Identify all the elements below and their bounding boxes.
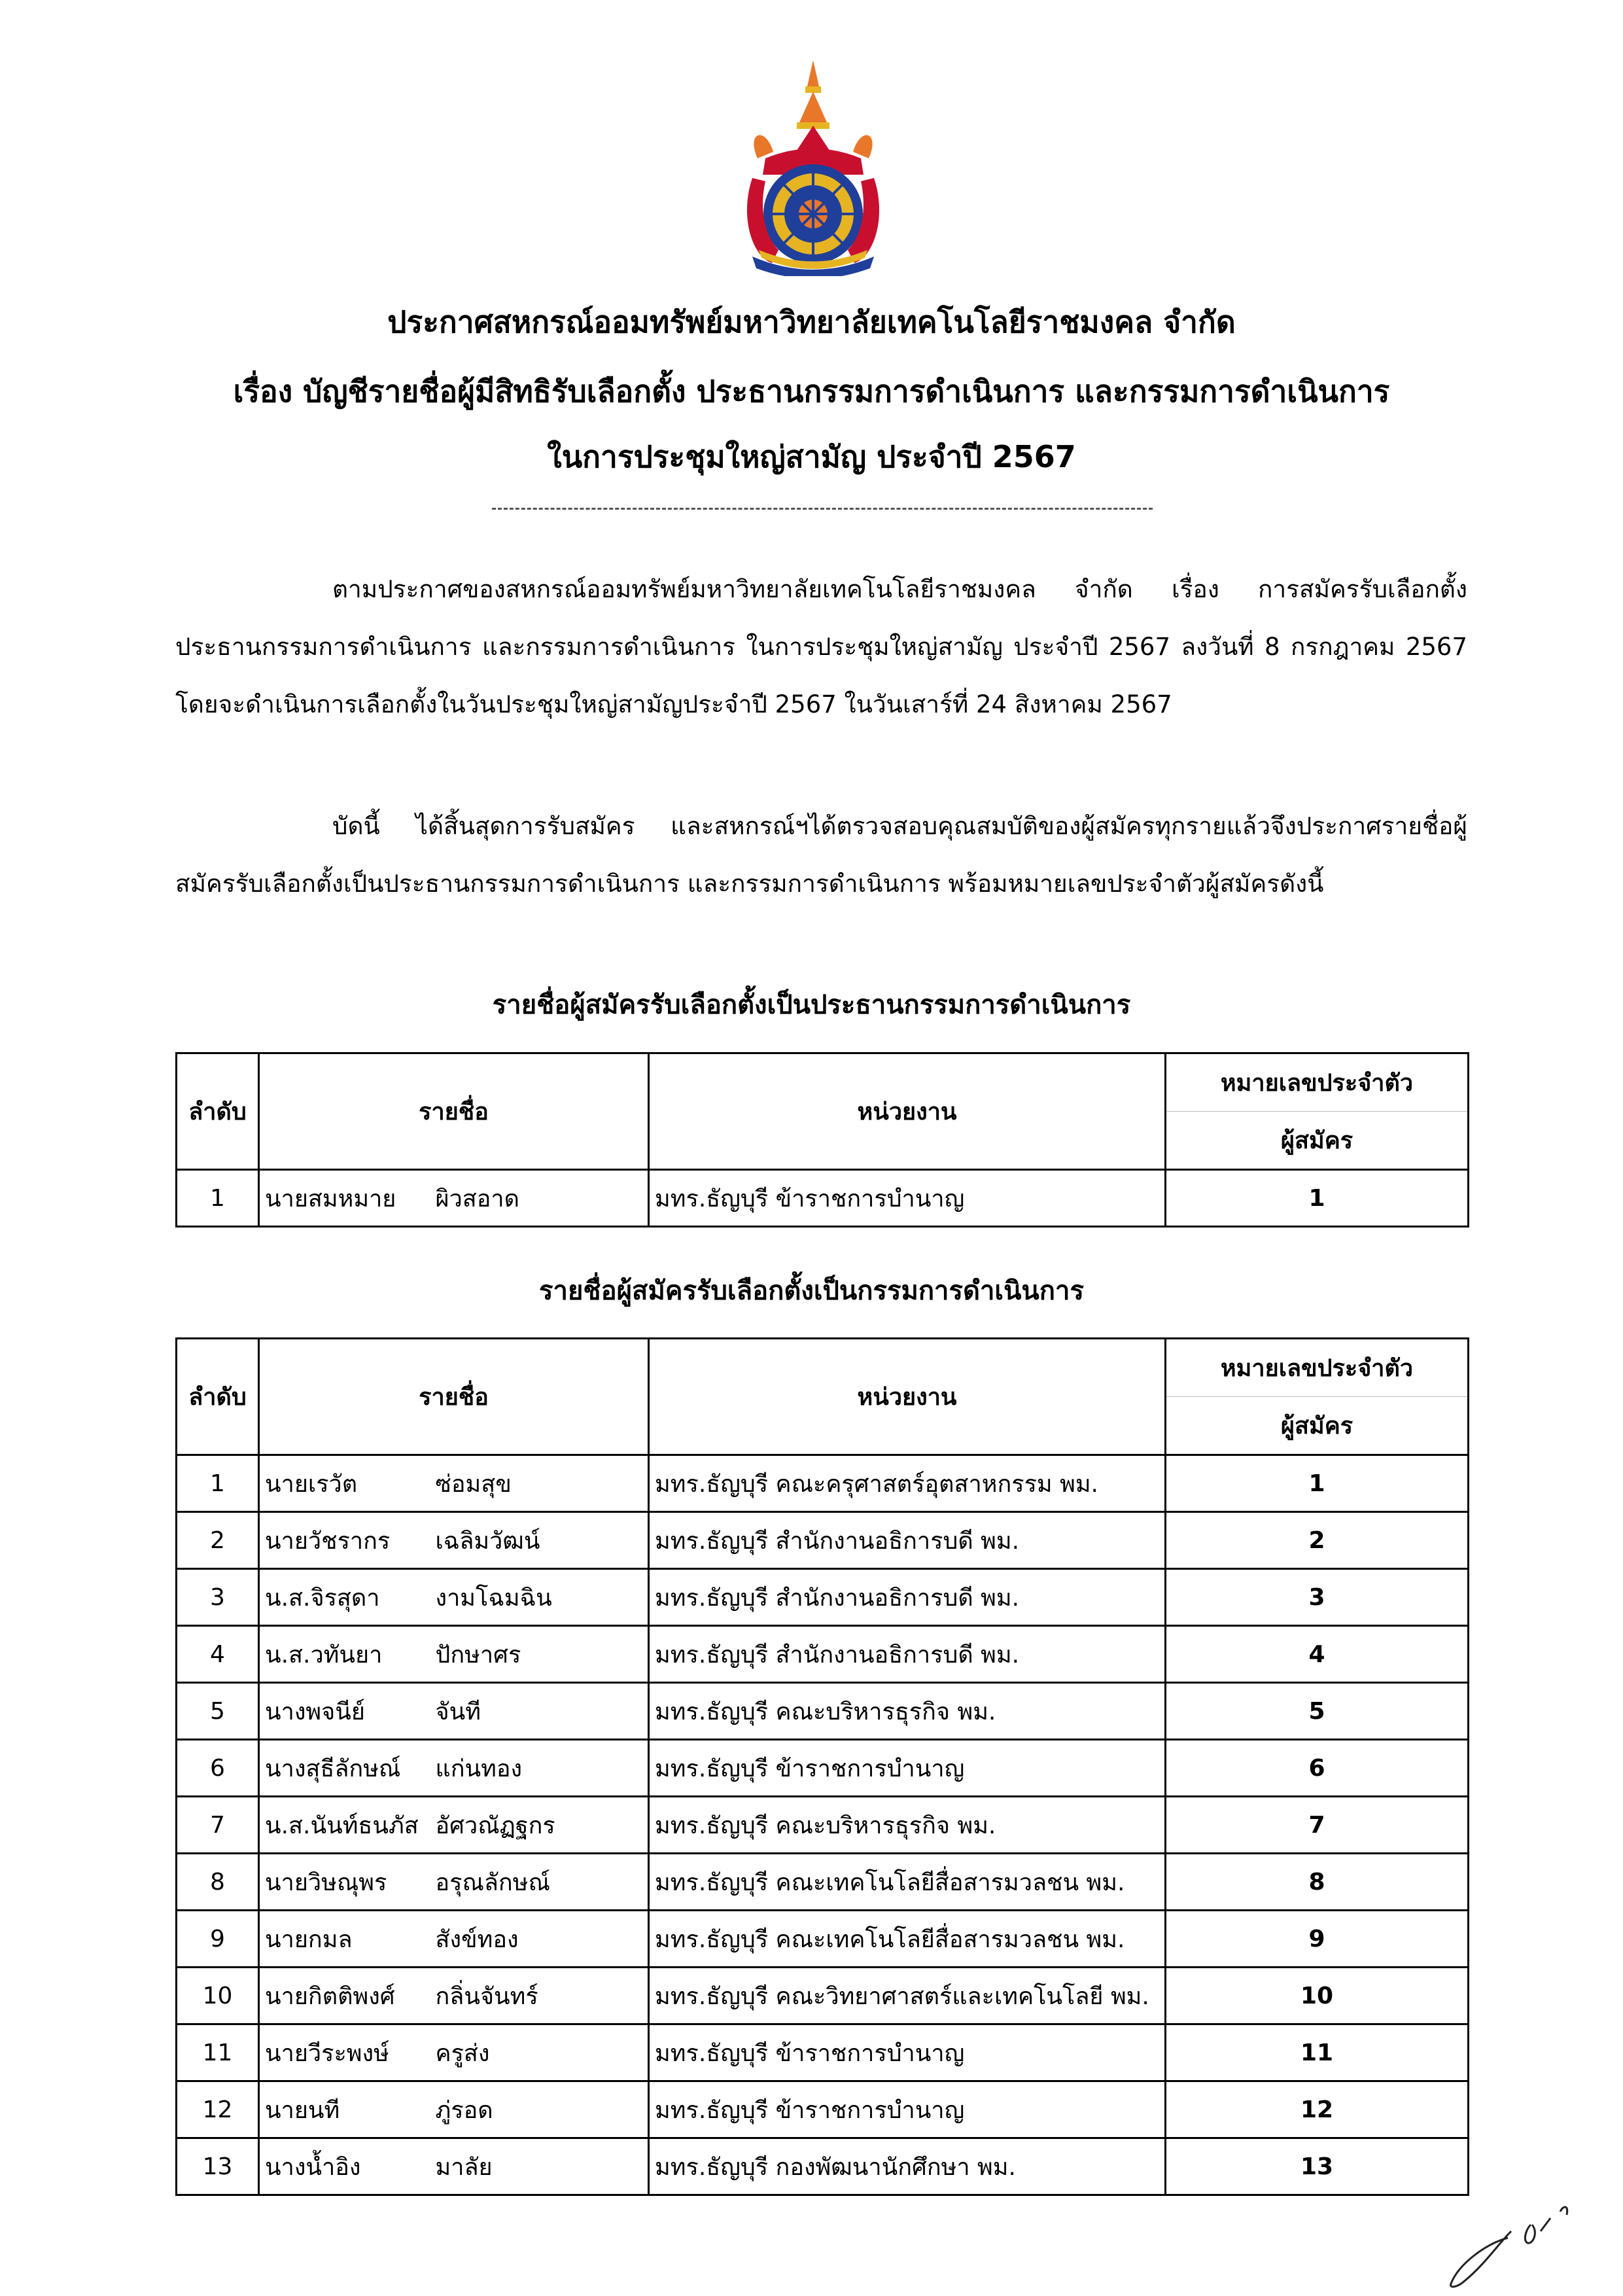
candidate-unit: มทร.ธัญบุรี ข้าราชการบำนาญ [649,1740,1166,1797]
committee-candidates-table [175,1337,1469,2196]
table-row [177,1455,1469,1512]
row-number: 2 [177,1512,259,1569]
row-number: 5 [177,1683,259,1740]
candidate-number: 4 [1166,1626,1469,1683]
candidate-number: 5 [1166,1683,1469,1740]
candidate-unit: มทร.ธัญบุรี สำนักงานอธิการบดี พม. [649,1626,1166,1683]
row-number: 7 [177,1797,259,1854]
candidate-number: 2 [1166,1512,1469,1569]
candidate-number: 1 [1166,1455,1469,1512]
candidate-number: 13 [1166,2138,1469,2195]
committee-table-title: รายชื่อผู้สมัครรับเลือกตั้งเป็นกรรมการดำเนินการ [539,1276,1084,1306]
candidate-first-name: นายกิตติพงศ์ [259,1968,430,2024]
candidate-first-name: นายสมหมาย [259,1170,430,1227]
table-row [177,1569,1469,1626]
candidate-first-name: น.ส.วทันยา [259,1626,430,1683]
candidate-first-name: น.ส.จิรสุดา [259,1569,430,1626]
candidate-first-name: นางพจนีย์ [259,1683,430,1740]
column-header-name: รายชื่อ [259,1339,649,1455]
candidate-unit: มทร.ธัญบุรี ข้าราชการบำนาญ [649,2024,1166,2081]
table-row [177,1170,1469,1227]
row-number: 11 [177,2024,259,2081]
candidate-last-name: อัศวณัฏฐกร [430,1797,649,1854]
candidate-unit: มทร.ธัญบุรี คณะบริหารธุรกิจ พม. [649,1683,1166,1740]
candidate-first-name: นายวัชรากร [259,1512,430,1569]
candidate-number: 8 [1166,1854,1469,1911]
candidate-last-name: งามโฉมฉิน [430,1569,649,1626]
announcement-paragraph: บัดนี้ ได้สิ้นสุดการรับสมัคร และสหกรณ์ฯได้ตรวจสอบคุณสมบัติของผู้สมัครทุกรายแล้วจึงประกาศรายชื่อผู้สมัครรับเลือกตั้งเป็นประธานกรรมการดำเนินการ และกรรมการดำเนินการ พร้อมหมายเลขประจำตัวผู้สมัครดังนี้ [175,812,1467,898]
column-header-id-cont: ผู้สมัคร [1166,1112,1469,1170]
candidate-unit: มทร.ธัญบุรี คณะเทคโนโลยีสื่อสารมวลชน พม. [649,1911,1166,1968]
candidate-first-name: นายเรวัต [259,1455,430,1512]
candidate-first-name: นายกมล [259,1911,430,1968]
column-header-id-cont: ผู้สมัคร [1166,1397,1469,1455]
row-number: 6 [177,1740,259,1797]
announcement-subject-cont: ในการประชุมใหญ่สามัญ ประจำปี 2567 [547,439,1076,474]
candidate-unit: มทร.ธัญบุรี คณะครุศาสตร์อุตสาหกรรม พม. [649,1455,1166,1512]
announcement-title: ประกาศสหกรณ์ออมทรัพย์มหาวิทยาลัยเทคโนโลยีราชมงคล จำกัด [387,304,1236,340]
row-number: 8 [177,1854,259,1911]
announcement-subject: เรื่อง บัญชีรายชื่อผู้มีสิทธิรับเลือกตั้ง ประธานกรรมการดำเนินการ และกรรมการดำเนินการ [233,374,1390,409]
candidate-unit: มทร.ธัญบุรี คณะเทคโนโลยีสื่อสารมวลชน พม. [649,1854,1166,1911]
column-header-unit: หน่วยงาน [649,1053,1166,1170]
table-row [177,1911,1469,1968]
column-header-name: รายชื่อ [259,1053,649,1170]
candidate-unit: มทร.ธัญบุรี สำนักงานอธิการบดี พม. [649,1512,1166,1569]
candidate-last-name: กลิ่นจันทร์ [430,1968,649,2024]
candidate-first-name: นายนที [259,2081,430,2138]
table-row [177,2081,1469,2138]
intro-paragraph: ตามประกาศของสหกรณ์ออมทรัพย์มหาวิทยาลัยเทคโนโลยีราชมงคล จำกัด เรื่อง การสมัครรับเลือกตั้ง ประธานกรรมการดำเนินการ และกรรมการดำเนินการ ในการประชุมใหญ่สามัญ ประจำปี 2567 ลงวันที่ 8 กรกฎาคม 2567 โดยจะดำเนินการเลือกตั้งในวันประชุมใหญ่สามัญประจำปี 2567 ในวันเสาร์ที่ 24 สิงหาคม 2567 [175,575,1467,718]
table-row [177,1854,1469,1911]
header-divider [492,508,1153,510]
candidate-number: 1 [1166,1170,1469,1227]
candidate-number: 3 [1166,1569,1469,1626]
table-row [177,1512,1469,1569]
candidate-number: 6 [1166,1740,1469,1797]
candidate-last-name: ครูส่ง [430,2024,649,2081]
candidate-unit: มทร.ธัญบุรี ข้าราชการบำนาญ [649,2081,1166,2138]
candidate-last-name: ผิวสอาด [430,1170,649,1227]
table-row [177,1797,1469,1854]
row-number: 1 [177,1170,259,1227]
column-header-id: หมายเลขประจำตัว [1166,1053,1469,1112]
candidate-last-name: มาลัย [430,2138,649,2195]
candidate-number: 12 [1166,2081,1469,2138]
candidate-unit: มทร.ธัญบุรี ข้าราชการบำนาญ [649,1170,1166,1227]
candidate-first-name: นายวิษณุพร [259,1854,430,1911]
table-row [177,1683,1469,1740]
table-row [177,1968,1469,2024]
candidate-last-name: เฉลิมวัฒน์ [430,1512,649,1569]
row-number: 1 [177,1455,259,1512]
row-number: 13 [177,2138,259,2195]
candidate-first-name: นางสุธีลักษณ์ [259,1740,430,1797]
candidate-number: 11 [1166,2024,1469,2081]
candidate-number: 7 [1166,1797,1469,1854]
row-number: 9 [177,1911,259,1968]
candidate-unit: มทร.ธัญบุรี สำนักงานอธิการบดี พม. [649,1569,1166,1626]
candidate-last-name: แก่นทอง [430,1740,649,1797]
column-header-id: หมายเลขประจำตัว [1166,1339,1469,1397]
candidate-first-name: น.ส.นันท์ธนภัส [259,1797,430,1854]
candidate-first-name: นายวีระพงษ์ [259,2024,430,2081]
table-row [177,1740,1469,1797]
candidate-last-name: ภู่รอด [430,2081,649,2138]
row-number: 3 [177,1569,259,1626]
signature-initials [1446,2159,1596,2290]
university-emblem-icon [739,60,887,276]
column-header-unit: หน่วยงาน [649,1339,1166,1455]
table-row [177,2138,1469,2195]
candidate-last-name: จันที [430,1683,649,1740]
candidate-first-name: นางน้ำอิง [259,2138,430,2195]
row-number: 4 [177,1626,259,1683]
table-row [177,1626,1469,1683]
column-header-no: ลำดับ [177,1339,259,1455]
candidate-last-name: สังข์ทอง [430,1911,649,1968]
candidate-unit: มทร.ธัญบุรี กองพัฒนานักศึกษา พม. [649,2138,1166,2195]
candidate-last-name: ซ่อมสุข [430,1455,649,1512]
candidate-unit: มทร.ธัญบุรี คณะวิทยาศาสตร์และเทคโนโลยี พม. [649,1968,1166,2024]
row-number: 12 [177,2081,259,2138]
candidate-unit: มทร.ธัญบุรี คณะบริหารธุรกิจ พม. [649,1797,1166,1854]
row-number: 10 [177,1968,259,2024]
table-row [177,2024,1469,2081]
candidate-number: 10 [1166,1968,1469,2024]
chairman-table-title: รายชื่อผู้สมัครรับเลือกตั้งเป็นประธานกรรมการดำเนินการ [492,990,1131,1020]
candidate-number: 9 [1166,1911,1469,1968]
chairman-candidates-table [175,1052,1469,1227]
candidate-last-name: อรุณลักษณ์ [430,1854,649,1911]
column-header-no: ลำดับ [177,1053,259,1170]
candidate-last-name: ปักษาศร [430,1626,649,1683]
